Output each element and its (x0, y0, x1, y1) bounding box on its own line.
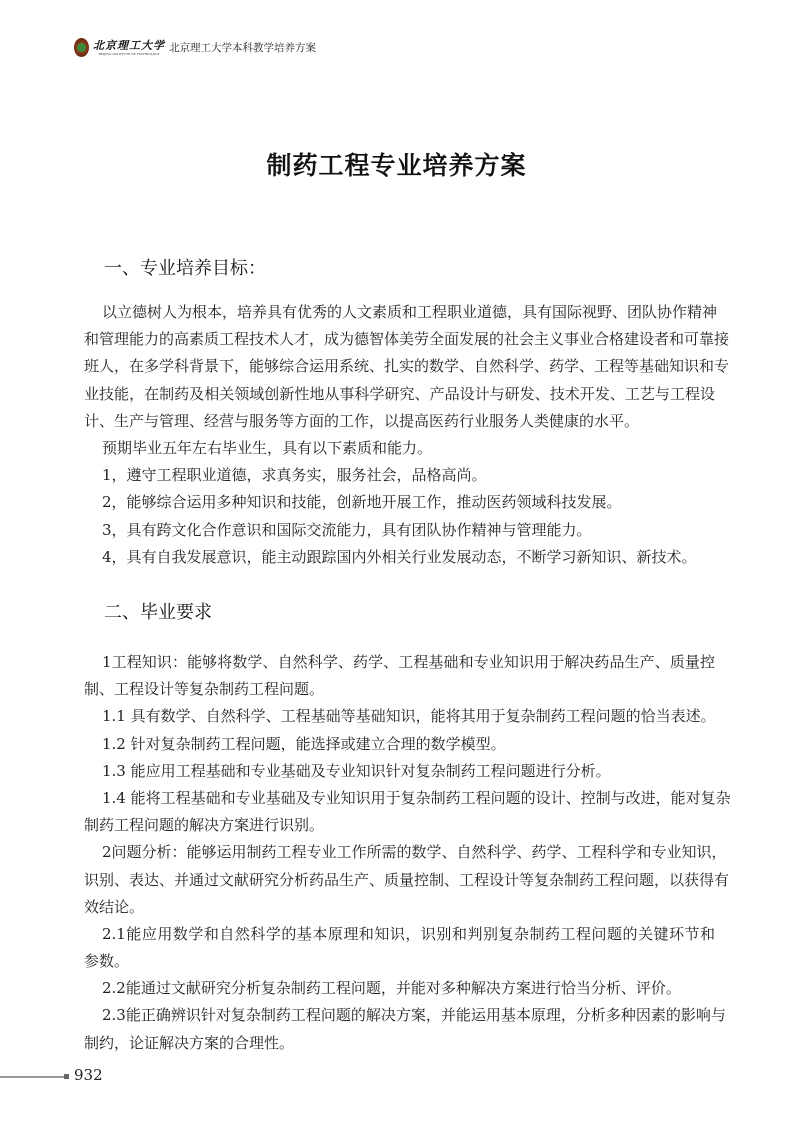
text-line: 2.1能应用数学和自然科学的基本原理和知识，识别和判别复杂制药工程问题的关键环节和 (102, 924, 715, 943)
text-line: 以立德树人为根本，培养具有优秀的人文素质和工程职业道德，具有国际视野、团队协作精神 (102, 303, 718, 321)
text-line: 制、工程设计等复杂制药工程问题。 (84, 680, 325, 699)
paragraph (84, 731, 715, 758)
running-header (74, 38, 316, 57)
section-heading-goals: 一、专业培养目标： (104, 258, 266, 279)
paragraph (84, 1002, 726, 1056)
text-line: 识别、表达、并通过文献研究分析药品生产、质量控制、工程设计等复杂制药工程问题，以获得有 (84, 870, 730, 889)
paragraph (84, 649, 715, 703)
footer-rule (0, 1076, 64, 1078)
text-line: 计、生产与管理、经营与服务等方面的工作，以提高医药行业服务人类健康的水平。 (84, 411, 640, 430)
text-line: 1.1 具有数学、自然科学、工程基础等基础知识，能将其用于复杂制药工程问题的恰当表述。 (102, 707, 716, 726)
text-line: 班人，在多学科背景下，能够综合运用系统、扎实的数学、自然科学、药学、工程等基础知识和专 (84, 357, 730, 376)
text-line: 3，具有跨文化合作意识和国际交流能力，具有团队协作精神与管理能力。 (102, 520, 592, 539)
text-line: 参数。 (84, 952, 130, 971)
paragraph (84, 544, 715, 571)
text-line: 2问题分析：能够运用制药工程专业工作所需的数学、自然科学、药学、工程科学和专业知识， (102, 843, 727, 862)
text-line: 1.3 能应用工程基础和专业基础及专业知识针对复杂制药工程问题进行分析。 (102, 761, 611, 780)
university-logo (93, 40, 165, 56)
text-line: 1.4 能将工程基础和专业基础及专业知识用于复杂制药工程问题的设计、控制与改进，能对复杂 (102, 788, 731, 807)
text-line: 业技能，在制药及相关领域创新性地从事科学研究、产品设计与研发、技术开发、工艺与工程设 (84, 384, 715, 403)
university-seal-icon (74, 38, 89, 57)
text-line: 和管理能力的高素质工程技术人才，成为德智体美劳全面发展的社会主义事业合格建设者和可靠接 (84, 330, 730, 349)
paragraph (84, 839, 730, 921)
text-line: 1.2 针对复杂制药工程问题，能选择或建立合理的数学模型。 (102, 734, 506, 753)
text-line: 2，能够综合运用多种知识和技能，创新地开展工作，推动医药领域科技发展。 (102, 493, 622, 512)
text-line: 1工程知识：能够将数学、自然科学、药学、工程基础和专业知识用于解决药品生产、质量控 (102, 653, 715, 671)
logo-cn: 北京理工大学 (93, 38, 165, 52)
text-line: 2.3能正确辨识针对复杂制药工程问题的解决方案，并能运用基本原理，分析多种因素的影响与 (102, 1006, 726, 1025)
section-body-requirements (84, 649, 731, 1057)
section-heading-requirements: 二、毕业要求 (104, 602, 212, 623)
paragraph (84, 758, 715, 785)
document-title: 制药工程专业培养方案 (266, 151, 527, 180)
text-line: 制药工程问题的解决方案进行识别。 (84, 816, 325, 835)
paragraph (84, 462, 715, 489)
text-line: 2.2能通过文献研究分析复杂制药工程问题，并能对多种解决方案进行恰当分析、评价。 (102, 979, 681, 998)
paragraph (84, 975, 715, 1002)
page-number: 932 (74, 1066, 103, 1084)
header-title: 北京理工大学本科教学培养方案 (169, 42, 316, 54)
section-body-goals (84, 299, 730, 571)
text-line: 效结论。 (84, 897, 145, 916)
paragraph (84, 299, 730, 435)
paragraph (84, 703, 715, 730)
paragraph (84, 921, 715, 975)
paragraph (84, 785, 731, 839)
logo-en: BEIJING INSTITUTE OF TECHNOLOGY (98, 51, 160, 56)
paragraph (84, 489, 715, 516)
footer-marker (64, 1074, 69, 1079)
text-line: 4，具有自我发展意识，能主动跟踪国内外相关行业发展动态，不断学习新知识、新技术。 (102, 547, 697, 566)
paragraph (84, 435, 715, 462)
text-line: 制约，论证解决方案的合理性。 (84, 1033, 295, 1052)
text-line: 预期毕业五年左右毕业生，具有以下素质和能力。 (102, 438, 433, 457)
text-line: 1，遵守工程职业道德，求真务实，服务社会，品格高尚。 (102, 466, 487, 485)
paragraph (84, 517, 715, 544)
